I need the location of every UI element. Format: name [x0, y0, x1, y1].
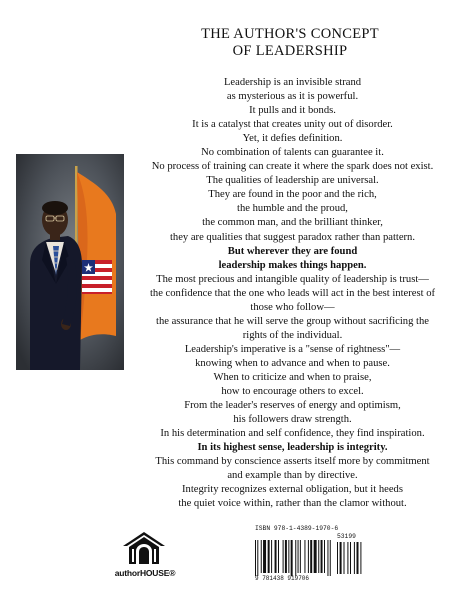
barcode-digits: 9 781438 919706: [255, 575, 310, 582]
text-line: how to encourage others to excel.: [221, 386, 364, 398]
isbn-label: ISBN 978-1-4389-1970-6: [255, 525, 339, 532]
text-line: In his determination and self confidence, they find inspiration.: [160, 428, 425, 440]
barcode-bar: [271, 540, 272, 573]
text-line: the humble and the proud,: [237, 203, 348, 215]
barcode-addon-bar: [337, 542, 338, 574]
author-house-logo-icon: [121, 530, 167, 566]
publisher-name: authorHOUSE®: [114, 568, 176, 578]
barcode-bar: [291, 540, 293, 576]
barcode-bar: [268, 540, 270, 573]
barcode-addon-bar: [344, 542, 345, 574]
text-line: They are found in the poor and the rich,: [208, 189, 377, 201]
text-line: the common man, and the brilliant thinker,: [202, 217, 383, 229]
barcode-bar: [300, 540, 301, 573]
text-line: leadership makes things happen.: [218, 259, 367, 271]
barcode-addon-bar: [350, 542, 351, 574]
barcode-bar: [318, 540, 319, 573]
text-line: as mysterious as it is powerful.: [226, 91, 359, 103]
barcode-bar: [278, 540, 279, 573]
title-line-2: OF LEADERSHIP: [232, 43, 348, 59]
barcode-bar: [255, 540, 256, 576]
barcode-bar: [257, 540, 258, 576]
text-line: No process of training can create it where the spark does not exist.: [151, 161, 434, 173]
isbn-barcode: [253, 525, 373, 585]
barcode-bar: [324, 540, 325, 573]
barcode-bar: [327, 540, 328, 576]
barcode-bar: [321, 540, 323, 573]
barcode-bar: [314, 540, 317, 573]
text-line: those who follow—: [250, 301, 335, 313]
text-line: the confidence that the one who leads will act in the best interest of: [149, 287, 436, 299]
text-line: It is a catalyst that creates unity out of disorder.: [192, 119, 393, 131]
text-line: When to criticize and when to praise,: [213, 371, 372, 383]
text-line: they are qualities that suggest paradox rather than pattern.: [169, 231, 416, 243]
barcode-bar: [263, 540, 266, 573]
text-line: In its highest sense, leadership is integrity.: [197, 442, 388, 454]
barcode-bar: [310, 540, 312, 573]
barcode-bar: [298, 540, 299, 573]
text-line: But wherever they are found: [227, 245, 358, 257]
text-line: knowing when to advance and when to pause.: [195, 357, 390, 369]
barcode-bar: [275, 540, 277, 573]
text-line: rights of the individual.: [242, 329, 343, 341]
barcode-bar: [283, 540, 284, 573]
text-line: No combination of talents can guarantee it.: [201, 147, 384, 159]
author-photo-icon: [16, 154, 124, 370]
text-line: The most precious and intangible quality of leadership is trust—: [156, 273, 429, 285]
title-line-1: THE AUTHOR'S CONCEPT: [201, 26, 379, 42]
text-line: the quiet voice within, rather than the clamor without.: [178, 498, 407, 510]
price-code: 53199: [337, 533, 356, 540]
text-line: It pulls and it bonds.: [249, 105, 336, 117]
text-line: Leadership's imperative is a "sense of rightness"—: [184, 343, 401, 355]
barcode-bar: [295, 540, 296, 576]
barcode-addon-bar: [357, 542, 359, 574]
text-line: Yet, it defies definition.: [242, 133, 343, 145]
barcode-addon-bar: [347, 542, 348, 574]
barcode-bar: [261, 540, 262, 573]
text-line: Leadership is an invisible strand: [223, 77, 362, 88]
publisher-logo: [113, 530, 177, 580]
author-portrait: [16, 154, 124, 370]
barcode-icon: [253, 532, 373, 578]
barcode-addon-bar: [354, 542, 355, 574]
barcode-bar: [330, 540, 331, 576]
text-line: and example than by directive.: [227, 470, 358, 482]
text-line: The qualities of leadership are universal.: [206, 175, 379, 187]
text-line: Integrity recognizes external obligation, but it heeds: [182, 484, 403, 496]
text-line: This command by conscience asserts itself more by commitment: [155, 456, 430, 468]
barcode-bar: [288, 540, 289, 573]
text-line: From the leader's reserves of energy and optimism,: [184, 400, 401, 412]
text-line: the assurance that he will serve the group without sacrificing the: [156, 315, 429, 327]
text-line: his followers draw strength.: [233, 414, 352, 426]
leadership-text: [140, 76, 445, 511]
barcode-addon-bar: [360, 542, 361, 574]
barcode-bar: [308, 540, 309, 573]
page-title: [140, 26, 440, 60]
barcode-bar: [285, 540, 287, 573]
barcode-addon-bar: [340, 542, 342, 574]
barcode-bar: [304, 540, 305, 573]
